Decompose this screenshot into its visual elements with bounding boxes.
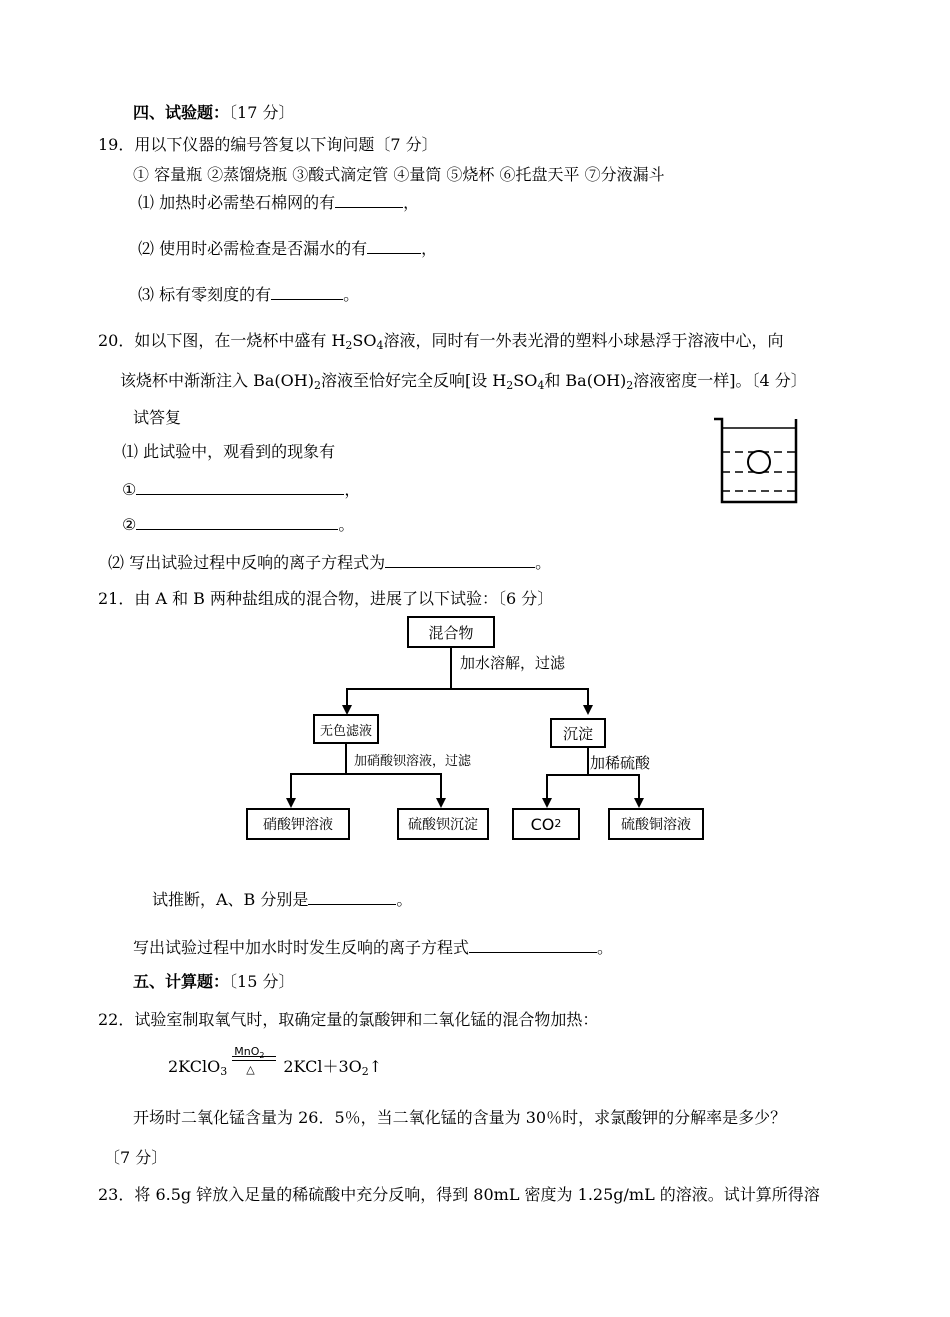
q22-score: 〔7 分〕 xyxy=(104,1148,168,1167)
q19-part2-label: ⑵ 使用时必需检查是否漏水的有 xyxy=(138,239,368,258)
subscript: 2 xyxy=(313,379,321,392)
section-score: 〔17 分〕 xyxy=(229,103,295,122)
subscript: 2 xyxy=(506,379,514,392)
text: 溶液，同时有一外表光滑的塑料小球悬浮于溶液中心，向 xyxy=(383,331,784,350)
arrow-down-icon xyxy=(634,798,644,808)
q22-body: 开场时二氧化锰含量为 26．5％，当二氧化锰的含量为 30％时，求氯酸钾的分解率是多少？ xyxy=(133,1108,787,1127)
q19-stem: 19．用以下仪器的编号答复以下询问题〔7 分〕 xyxy=(98,135,438,154)
answer-blank[interactable] xyxy=(469,938,597,953)
q20-line1 xyxy=(98,331,784,351)
subscript: 2 xyxy=(626,379,634,392)
q20-part2 xyxy=(108,553,551,573)
box-barium-sulfate: 硫酸钡沉淀 xyxy=(397,808,489,840)
connector xyxy=(440,773,442,799)
q21-equation xyxy=(133,938,613,958)
subscript: 2 xyxy=(259,1050,265,1060)
answer-blank[interactable] xyxy=(136,515,338,530)
q23-stem: 23．将 6.5g 锌放入足量的稀硫酸中充分反响，得到 80mL 密度为 1.25g/mL 的溶液。试计算所得溶 xyxy=(98,1185,820,1204)
q22-equation xyxy=(168,1044,383,1078)
q20-ask: 试答复 xyxy=(133,408,182,427)
connector xyxy=(345,744,347,774)
answer-blank[interactable] xyxy=(136,480,344,495)
arrow-down-icon xyxy=(286,798,296,808)
section-score: 〔15 分〕 xyxy=(229,972,295,991)
subscript: 3 xyxy=(220,1065,228,1078)
subscript: 4 xyxy=(376,339,384,352)
text: 和 Ba(OH) xyxy=(544,371,627,390)
q19-part3-label: ⑶ 标有零刻度的有 xyxy=(138,285,272,304)
punct: 。 xyxy=(338,515,355,534)
box-copper-sulfate: 硫酸铜溶液 xyxy=(608,808,704,840)
connector xyxy=(587,748,589,776)
subscript: 2 xyxy=(345,339,353,352)
punct: 。 xyxy=(396,890,413,909)
subscript: 4 xyxy=(537,379,545,392)
catalyst xyxy=(234,1042,264,1062)
reaction-condition xyxy=(232,1044,278,1078)
subscript: 2 xyxy=(361,1065,369,1078)
q21-equation-label: 写出试验过程中加水时时发生反响的离子方程式 xyxy=(133,938,470,957)
punct: ， xyxy=(421,239,438,258)
circled-number: ② xyxy=(122,515,137,534)
connector xyxy=(290,773,292,799)
answer-blank[interactable] xyxy=(335,193,403,208)
circled-number: ① xyxy=(122,480,137,499)
connector xyxy=(546,774,548,800)
text: 该烧杯中渐渐注入 Ba(OH) xyxy=(120,371,314,390)
section-title: 四、试验题： xyxy=(133,103,230,122)
connector xyxy=(587,688,589,706)
heat-symbol: △ xyxy=(246,1062,255,1076)
arrow-down-icon xyxy=(436,798,446,808)
connector xyxy=(346,688,588,690)
answer-blank[interactable] xyxy=(271,285,343,300)
connector xyxy=(546,774,640,776)
punct: ， xyxy=(403,193,420,212)
step-label-sulfuric-acid: 加稀硫酸 xyxy=(590,754,651,772)
q20-choice2 xyxy=(122,515,354,535)
text: SO xyxy=(352,331,377,350)
connector xyxy=(638,774,640,800)
q21-infer xyxy=(152,890,412,910)
punct: 。 xyxy=(535,553,552,572)
gas-arrow-icon: ↑ xyxy=(368,1057,383,1076)
answer-blank[interactable] xyxy=(367,239,421,254)
q19-part2 xyxy=(138,239,437,259)
connector xyxy=(346,688,348,706)
section-title: 五、计算题： xyxy=(133,972,230,991)
beaker-illustration xyxy=(712,414,804,506)
box-filtrate: 无色滤液 xyxy=(313,714,379,744)
formula: MnO xyxy=(234,1044,260,1058)
equals-line xyxy=(232,1056,276,1057)
punct: 。 xyxy=(597,938,614,957)
punct: ， xyxy=(344,480,361,499)
connector xyxy=(450,648,452,690)
punct: 。 xyxy=(343,285,360,304)
text: 20．如以下图，在一烧杯中盛有 H xyxy=(98,331,346,350)
box-mixture: 混合物 xyxy=(407,616,495,648)
answer-blank[interactable] xyxy=(385,553,535,568)
text: SO xyxy=(513,371,538,390)
answer-blank[interactable] xyxy=(308,890,396,905)
section-5-heading xyxy=(133,972,294,992)
step-label-dissolve: 加水溶解，过滤 xyxy=(460,654,566,672)
q21-stem: 21．由 A 和 B 两种盐组成的混合物，进展了以下试验：〔6 分〕 xyxy=(98,589,554,608)
q20-part2-label: ⑵ 写出试验过程中反响的离子方程式为 xyxy=(108,553,386,572)
step-label-barium-nitrate: 加硝酸钡溶液，过滤 xyxy=(354,754,472,769)
text: 溶液密度一样]。〔4 分〕 xyxy=(633,371,807,390)
q20-part1: ⑴ 此试验中，观看到的现象有 xyxy=(122,442,336,461)
text: 溶液至恰好完全反响[设 H xyxy=(320,371,507,390)
formula: 2KClO xyxy=(168,1057,221,1076)
box-potassium-nitrate: 硝酸钾溶液 xyxy=(246,808,350,840)
box-precipitate: 沉淀 xyxy=(550,718,606,748)
q21-infer-label: 试推断，A、B 分别是 xyxy=(152,890,309,909)
connector xyxy=(290,773,442,775)
formula: CO xyxy=(530,814,555,834)
formula: 2KCl＋3O xyxy=(283,1057,362,1076)
section-4-heading xyxy=(133,103,294,123)
q19-part3 xyxy=(138,285,359,305)
box-co2: CO 2 xyxy=(512,808,580,840)
q20-choice1 xyxy=(122,480,360,500)
q22-stem: 22．试验室制取氧气时，取确定量的氯酸钾和二氧化锰的混合物加热： xyxy=(98,1010,599,1029)
q19-part1-label: ⑴ 加热时必需垫石棉网的有 xyxy=(138,193,336,212)
arrow-down-icon xyxy=(583,705,593,715)
q20-line2 xyxy=(120,371,807,391)
arrow-down-icon xyxy=(542,798,552,808)
q19-part1 xyxy=(138,193,419,213)
q19-options: ① 容量瓶 ②蒸馏烧瓶 ③酸式滴定管 ④量筒 ⑤烧杯 ⑥托盘天平 ⑦分液漏斗 xyxy=(133,165,665,184)
